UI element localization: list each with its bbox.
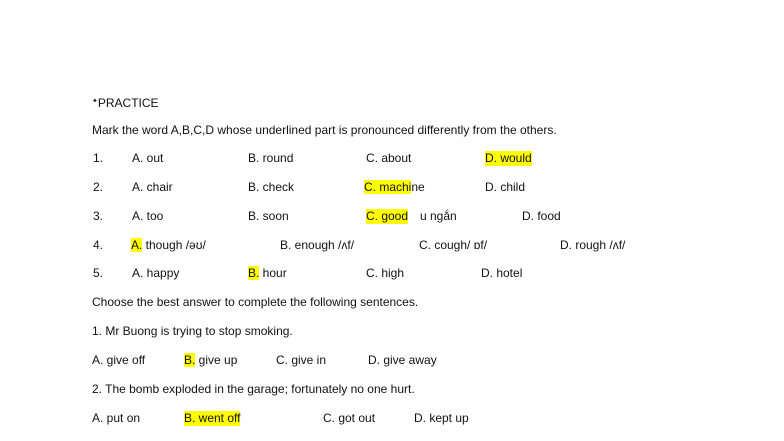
- instruction-sentences: Choose the best answer to complete the following sentences.: [92, 295, 419, 309]
- s2-option-a: A. put on: [92, 411, 141, 425]
- q1-option-d: D. would: [485, 151, 532, 165]
- q4-option-b: B. enough /ʌf/: [280, 238, 355, 252]
- q4-number: 4.: [93, 238, 104, 252]
- q1-option-a: A. out: [132, 151, 164, 165]
- practice-heading: ✦PRACTICE: [92, 96, 159, 110]
- q2-option-d: D. child: [485, 180, 526, 194]
- q3-option-c: C. good: [366, 209, 409, 223]
- s2-option-c: C. got out: [323, 411, 376, 425]
- s2-question: 2. The bomb exploded in the garage; fortunately no one hurt.: [92, 382, 415, 396]
- q5-option-a: A. happy: [132, 266, 180, 280]
- q3-option-d: D. food: [522, 209, 561, 223]
- q1-option-c: C. about: [366, 151, 412, 165]
- q3-option-a: A. too: [132, 209, 164, 223]
- q4-option-d: D. rough /ʌf/: [560, 238, 626, 252]
- q5-number: 5.: [93, 266, 104, 280]
- q5-option-b: B. hour: [248, 266, 287, 280]
- s1-question: 1. Mr Buong is trying to stop smoking.: [92, 324, 293, 338]
- q2-option-a: A. chair: [132, 180, 173, 194]
- q2-option-b: B. check: [248, 180, 295, 194]
- instruction-pronunciation: Mark the word A,B,C,D whose underlined part is pronounced differently from the others.: [92, 123, 557, 137]
- s2-option-d: D. kept up: [414, 411, 469, 425]
- s1-option-c: C. give in: [276, 353, 327, 367]
- q4-option-a: A. though /əʊ/: [131, 238, 206, 252]
- bullet-icon: ✦: [92, 98, 98, 105]
- q1-option-b: B. round: [248, 151, 294, 165]
- q4-option-c: C. cough/ ɒf/: [419, 238, 488, 252]
- q5-option-c: C. high: [366, 266, 405, 280]
- q3-option-b: B. soon: [248, 209, 289, 223]
- s1-option-b: B. give up: [184, 353, 238, 367]
- s1-option-a: A. give off: [92, 353, 146, 367]
- q5-option-d: D. hotel: [481, 266, 523, 280]
- q2-number: 2.: [93, 180, 104, 194]
- s2-option-b: B. went off: [184, 411, 241, 425]
- q2-option-c: C. machine: [364, 180, 425, 194]
- q1-number: 1.: [93, 151, 104, 165]
- q3-number: 3.: [93, 209, 104, 223]
- s1-option-d: D. give away: [368, 353, 437, 367]
- q3-note: u ngắn: [420, 209, 457, 223]
